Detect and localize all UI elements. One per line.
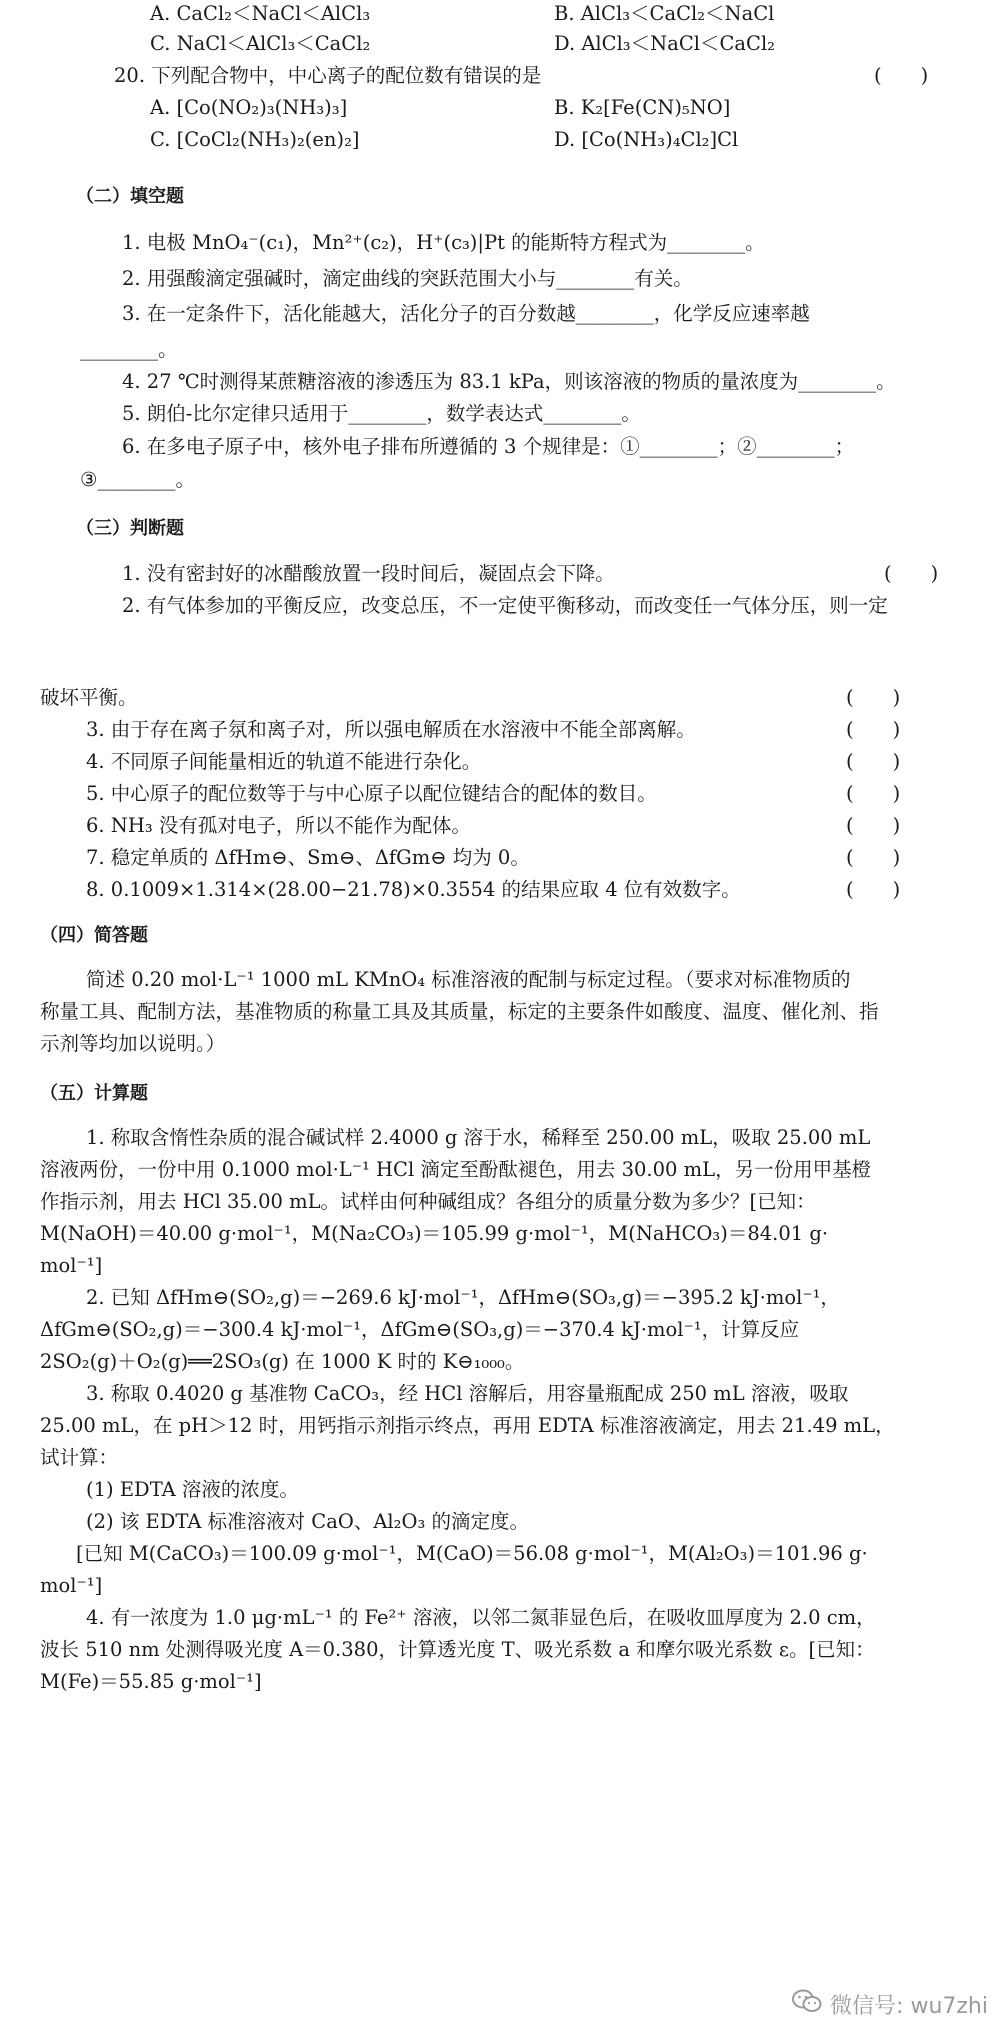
fill-item: ③________。 xyxy=(80,468,195,491)
short-answer-line: 示剂等均加以说明。） xyxy=(40,1032,226,1055)
q19-option-b: B. AlCl₃＜CaCl₂＜NaCl xyxy=(554,2,775,25)
judge-item: 4. 不同原子间能量相近的轨道不能进行杂化。 xyxy=(86,750,482,773)
judge-answer-paren: ( ) xyxy=(846,846,901,869)
calc-line: M(Fe)＝55.85 g·mol⁻¹] xyxy=(40,1670,262,1693)
calc-line: 1. 称取含惰性杂质的混合碱试样 2.4000 g 溶于水，稀释至 250.00 mL，吸取 25.00 mL xyxy=(86,1126,871,1149)
fill-item: 6. 在多电子原子中，核外电子排布所遵循的 3 个规律是：①________；②________； xyxy=(122,435,855,458)
q19-option-d: D. AlCl₃＜NaCl＜CaCl₂ xyxy=(554,32,775,55)
q19-option-c: C. NaCl＜AlCl₃＜CaCl₂ xyxy=(150,32,371,55)
calc-line: 2. 已知 ΔfHm⊖(SO₂,g)＝−269.6 kJ·mol⁻¹，ΔfHm⊖(SO₃,g)＝−395.2 kJ·mol⁻¹， xyxy=(86,1286,840,1309)
judge-item: 5. 中心原子的配位数等于与中心原子以配位键结合的配体的数目。 xyxy=(86,782,657,805)
q19-option-a: A. CaCl₂＜NaCl＜AlCl₃ xyxy=(150,2,371,25)
q20-option-c: C. [CoCl₂(NH₃)₂(en)₂] xyxy=(150,128,360,151)
calc-line: 2SO₂(g)＋O₂(g)══2SO₃(g) 在 1000 K 时的 K⊖₁₀₀₀。 xyxy=(40,1350,525,1373)
judge-answer-paren: ( ) xyxy=(846,782,901,805)
q20-answer-paren: ( ) xyxy=(874,64,929,87)
q20-option-d: D. [Co(NH₃)₄Cl₂]Cl xyxy=(554,128,739,151)
short-answer-line: 称量工具、配制方法，基准物质的称量工具及其质量，标定的主要条件如酸度、温度、催化剂、指 xyxy=(40,1000,879,1023)
section-judge-heading: （三）判断题 xyxy=(76,518,184,539)
judge-item: 8. 0.1009×1.314×(28.00−21.78)×0.3554 的结果应取 4 位有效数字。 xyxy=(86,878,741,901)
calc-line: 试计算： xyxy=(40,1446,119,1469)
fill-item: 3. 在一定条件下，活化能越大，活化分子的百分数越________，化学反应速率越 xyxy=(122,302,810,325)
short-answer-line: 简述 0.20 mol·L⁻¹ 1000 mL KMnO₄ 标准溶液的配制与标定过程。（要求对标准物质的 xyxy=(86,968,851,991)
calc-line: (2) 该 EDTA 标准溶液对 CaO、Al₂O₃ 的滴定度。 xyxy=(86,1510,529,1533)
section-short-answer-heading: （四）简答题 xyxy=(40,925,148,946)
section-fill-heading: （二）填空题 xyxy=(76,186,184,207)
section-calc-heading: （五）计算题 xyxy=(40,1083,148,1104)
judge-item: 7. 稳定单质的 ΔfHm⊖、Sm⊖、ΔfGm⊖ 均为 0。 xyxy=(86,846,530,869)
calc-line: [已知 M(CaCO₃)＝100.09 g·mol⁻¹，M(CaO)＝56.08 g·mol⁻¹，M(Al₂O₃)＝101.96 g· xyxy=(76,1542,868,1565)
judge-item: 2. 有气体参加的平衡反应，改变总压，不一定使平衡移动，而改变任一气体分压，则一定 xyxy=(122,594,888,617)
judge-item: 3. 由于存在离子氛和离子对，所以强电解质在水溶液中不能全部离解。 xyxy=(86,718,696,741)
judge-item: 6. NH₃ 没有孤对电子，所以不能作为配体。 xyxy=(86,814,471,837)
fill-item: 2. 用强酸滴定强碱时，滴定曲线的突跃范围大小与________有关。 xyxy=(122,267,693,290)
watermark-text: 微信号: wu7zhi xyxy=(830,1993,988,2019)
judge-answer-paren: ( ) xyxy=(846,878,901,901)
q20-option-a: A. [Co(NO₂)₃(NH₃)₃] xyxy=(150,96,348,119)
fill-item: 5. 朗伯-比尔定律只适用于________，数学表达式________。 xyxy=(122,402,641,425)
q20-option-b: B. K₂[Fe(CN)₅NO] xyxy=(554,96,731,119)
calc-line: mol⁻¹] xyxy=(40,1254,103,1277)
fill-item: 4. 27 ℃时测得某蔗糖溶液的渗透压为 83.1 kPa，则该溶液的物质的量浓度为________。 xyxy=(122,370,896,393)
judge-answer-paren: ( ) xyxy=(846,814,901,837)
calc-line: ΔfGm⊖(SO₂,g)＝−300.4 kJ·mol⁻¹，ΔfGm⊖(SO₃,g)＝−370.4 kJ·mol⁻¹，计算反应 xyxy=(40,1318,800,1341)
calc-line: 作指示剂，用去 HCl 35.00 mL。试样由何种碱组成？各组分的质量分数为多少？[已知： xyxy=(40,1190,816,1213)
q20-stem: 20. 下列配合物中，中心离子的配位数有错误的是 xyxy=(114,64,542,87)
calc-line: 25.00 mL，在 pH＞12 时，用钙指示剂指示终点，再用 EDTA 标准溶液滴定，用去 21.49 mL， xyxy=(40,1414,895,1437)
calc-line: M(NaOH)＝40.00 g·mol⁻¹，M(Na₂CO₃)＝105.99 g·mol⁻¹，M(NaHCO₃)＝84.01 g· xyxy=(40,1222,829,1245)
calc-line: (1) EDTA 溶液的浓度。 xyxy=(86,1478,299,1501)
judge-answer-paren: ( ) xyxy=(846,750,901,773)
wechat-watermark xyxy=(792,1988,988,2020)
wechat-icon xyxy=(792,1988,822,2020)
calc-line: mol⁻¹] xyxy=(40,1574,103,1597)
judge-answer-paren: ( ) xyxy=(884,562,939,585)
calc-line: 3. 称取 0.4020 g 基准物 CaCO₃，经 HCl 溶解后，用容量瓶配成 250 mL 溶液，吸取 xyxy=(86,1382,849,1405)
judge-item: 破坏平衡。 xyxy=(40,686,138,709)
calc-line: 波长 510 nm 处测得吸光度 A＝0.380，计算透光度 T、吸光系数 a 和摩尔吸光系数 ε。[已知： xyxy=(40,1638,875,1661)
judge-item: 1. 没有密封好的冰醋酸放置一段时间后，凝固点会下降。 xyxy=(122,562,615,585)
calc-line: 溶液两份，一份中用 0.1000 mol·L⁻¹ HCl 滴定至酚酞褪色，用去 30.00 mL，另一份用甲基橙 xyxy=(40,1158,872,1181)
fill-item: 1. 电极 MnO₄⁻(c₁)，Mn²⁺(c₂)，H⁺(c₃)|Pt 的能斯特方程式为________。 xyxy=(122,231,765,254)
calc-line: 4. 有一浓度为 1.0 μg·mL⁻¹ 的 Fe²⁺ 溶液，以邻二氮菲显色后，在吸收皿厚度为 2.0 cm， xyxy=(86,1606,876,1629)
judge-answer-paren: ( ) xyxy=(846,686,901,709)
judge-answer-paren: ( ) xyxy=(846,718,901,741)
fill-item: ________。 xyxy=(80,338,178,361)
